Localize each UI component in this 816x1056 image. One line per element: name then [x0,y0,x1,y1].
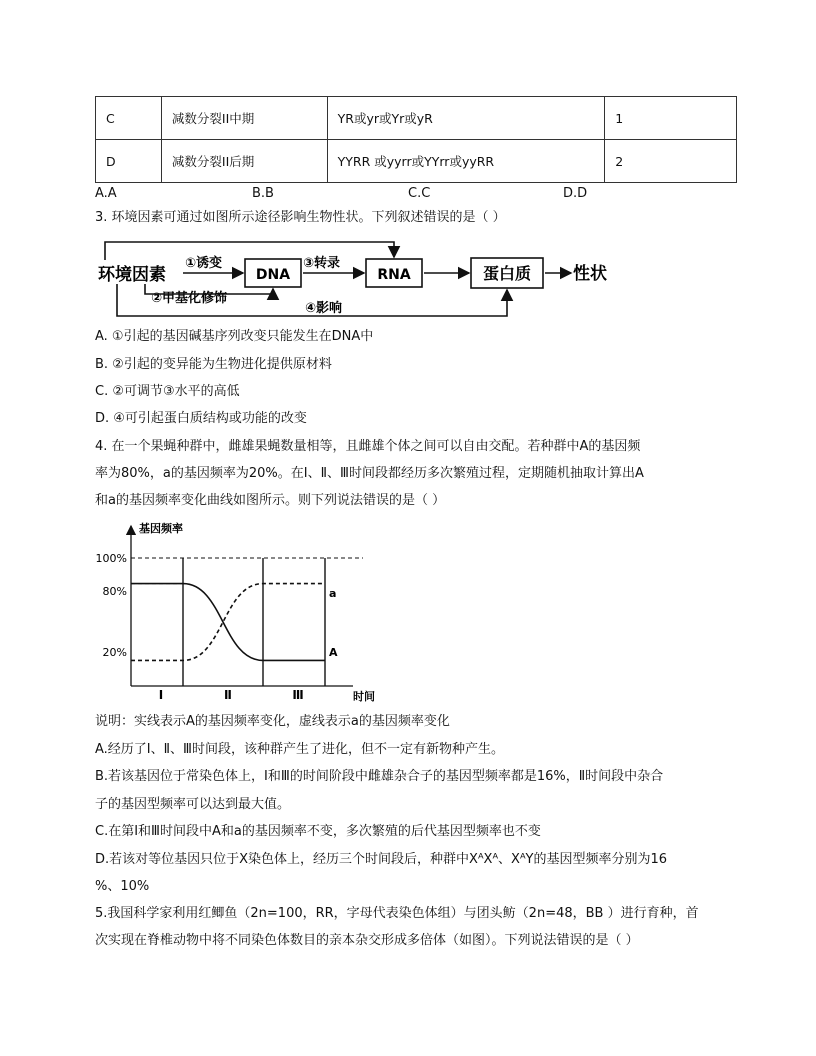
q4-option-a[interactable]: A.经历了Ⅰ、Ⅱ、Ⅲ时间段，该种群产生了进化，但不一定有新物种产生。 [95,742,504,757]
answer-table [95,96,737,183]
q4-option-c[interactable]: C.在第Ⅰ和Ⅲ时间段中A和a的基因频率不变，多次繁殖的后代基因型频率也不变 [95,824,541,839]
transcription-label: ③转录 [303,256,341,271]
q3-option-d[interactable]: D. ④可引起蛋白质结构或功能的改变 [95,411,307,426]
table-cell: C [96,97,162,140]
q4-option-b[interactable]: B.若该基因位于常染色体上，Ⅰ和Ⅲ的时间阶段中雌雄杂合子的基因型频率都是16%，Ⅱ时间段中杂合 [95,769,664,784]
q4-option-b-cont: 子的基因型频率可以达到最大值。 [95,797,291,812]
influence-label: ④影响 [305,301,343,316]
q3-option-b[interactable]: B. ②引起的变异能为生物进化提供原材料 [95,357,332,372]
q3-option-c[interactable]: C. ②可调节③水平的高低 [95,384,240,399]
q4-stem-line-1: 4. 在一个果蝇种群中，雌雄果蝇数量相等，且雌雄个体之间可以自由交配。若种群中A的基因频 [95,439,641,454]
q4-option-d-cont: %、10% [95,879,150,894]
table-cell: YYRR 或yyrr或YYrr或yyRR [327,140,605,183]
table-cell: 减数分裂II后期 [161,140,327,183]
q4-option-d[interactable]: D.若该对等位基因只位于X染色体上，经历三个时间段后，种群中XᴬXᴬ、XᴬY的基因型频率分别为16 [95,852,668,867]
table-cell: 减数分裂II中期 [161,97,327,140]
series-label-A: A [329,646,338,659]
protein-label: 蛋白质 [482,264,532,283]
series-label-a: a [329,587,337,600]
q4-stem-line-3: 和a的基因频率变化曲线如图所示。则下列说法错误的是（ ） [95,493,446,508]
y-tick-20: 20% [102,646,127,659]
q5-stem-line-2: 次实现在脊椎动物中将不同染色体数目的亲本杂交形成多倍体（如图）。下列说法错误的是（ ） [95,933,639,948]
mutation-label: ①诱变 [185,256,223,271]
series-line-A [131,584,325,661]
gene-frequency-chart [95,518,395,708]
period-label-1: Ⅰ [158,688,164,702]
q3-option-a[interactable]: A. ①引起的基因碱基序列改变只能发生在DNA中 [95,329,374,344]
q3-stem: 3. 环境因素可通过如图所示途径影响生物性状。下列叙述错误的是（ ） [95,210,506,225]
dna-label: DNA [255,267,291,283]
option-a[interactable]: A.A [95,186,117,201]
option-d[interactable]: D.D [563,186,588,201]
y-axis-label: 基因频率 [139,522,183,535]
period-label-3: Ⅲ [292,688,304,702]
env-label: 环境因素 [98,265,166,285]
option-b[interactable]: B.B [252,186,274,201]
pathway-diagram [95,236,655,324]
table-cell: D [96,140,162,183]
table-row [96,97,737,140]
table-cell: 1 [605,97,737,140]
x-axis-label: 时间 [353,690,375,703]
rna-label: RNA [377,267,411,283]
q2-options [95,184,735,204]
series-line-a [131,584,325,661]
table-cell: YR或yr或Yr或yR [327,97,605,140]
methylation-label: ②甲基化修饰 [151,291,228,306]
chart-marks [131,558,363,686]
option-c[interactable]: C.C [408,186,431,201]
table-row [96,140,737,183]
table-cell: 2 [605,140,737,183]
y-tick-80: 80% [102,585,127,598]
period-label-2: Ⅱ [224,688,232,702]
q4-note: 说明：实线表示A的基因频率变化，虚线表示a的基因频率变化 [95,714,450,729]
q5-stem-line-1: 5.我国科学家利用红鲫鱼（2n=100，RR，字母代表染色体组）与团头鲂（2n=48，BB ）进行育种，首 [95,906,699,921]
arrow-env-rna [105,242,394,260]
q4-stem-line-2: 率为80%，a的基因频率为20%。在Ⅰ、Ⅱ、Ⅲ时间段都经历多次繁殖过程，定期随机抽取计算出A [95,466,644,481]
trait-label: 性状 [573,264,607,284]
y-tick-100: 100% [95,552,127,565]
